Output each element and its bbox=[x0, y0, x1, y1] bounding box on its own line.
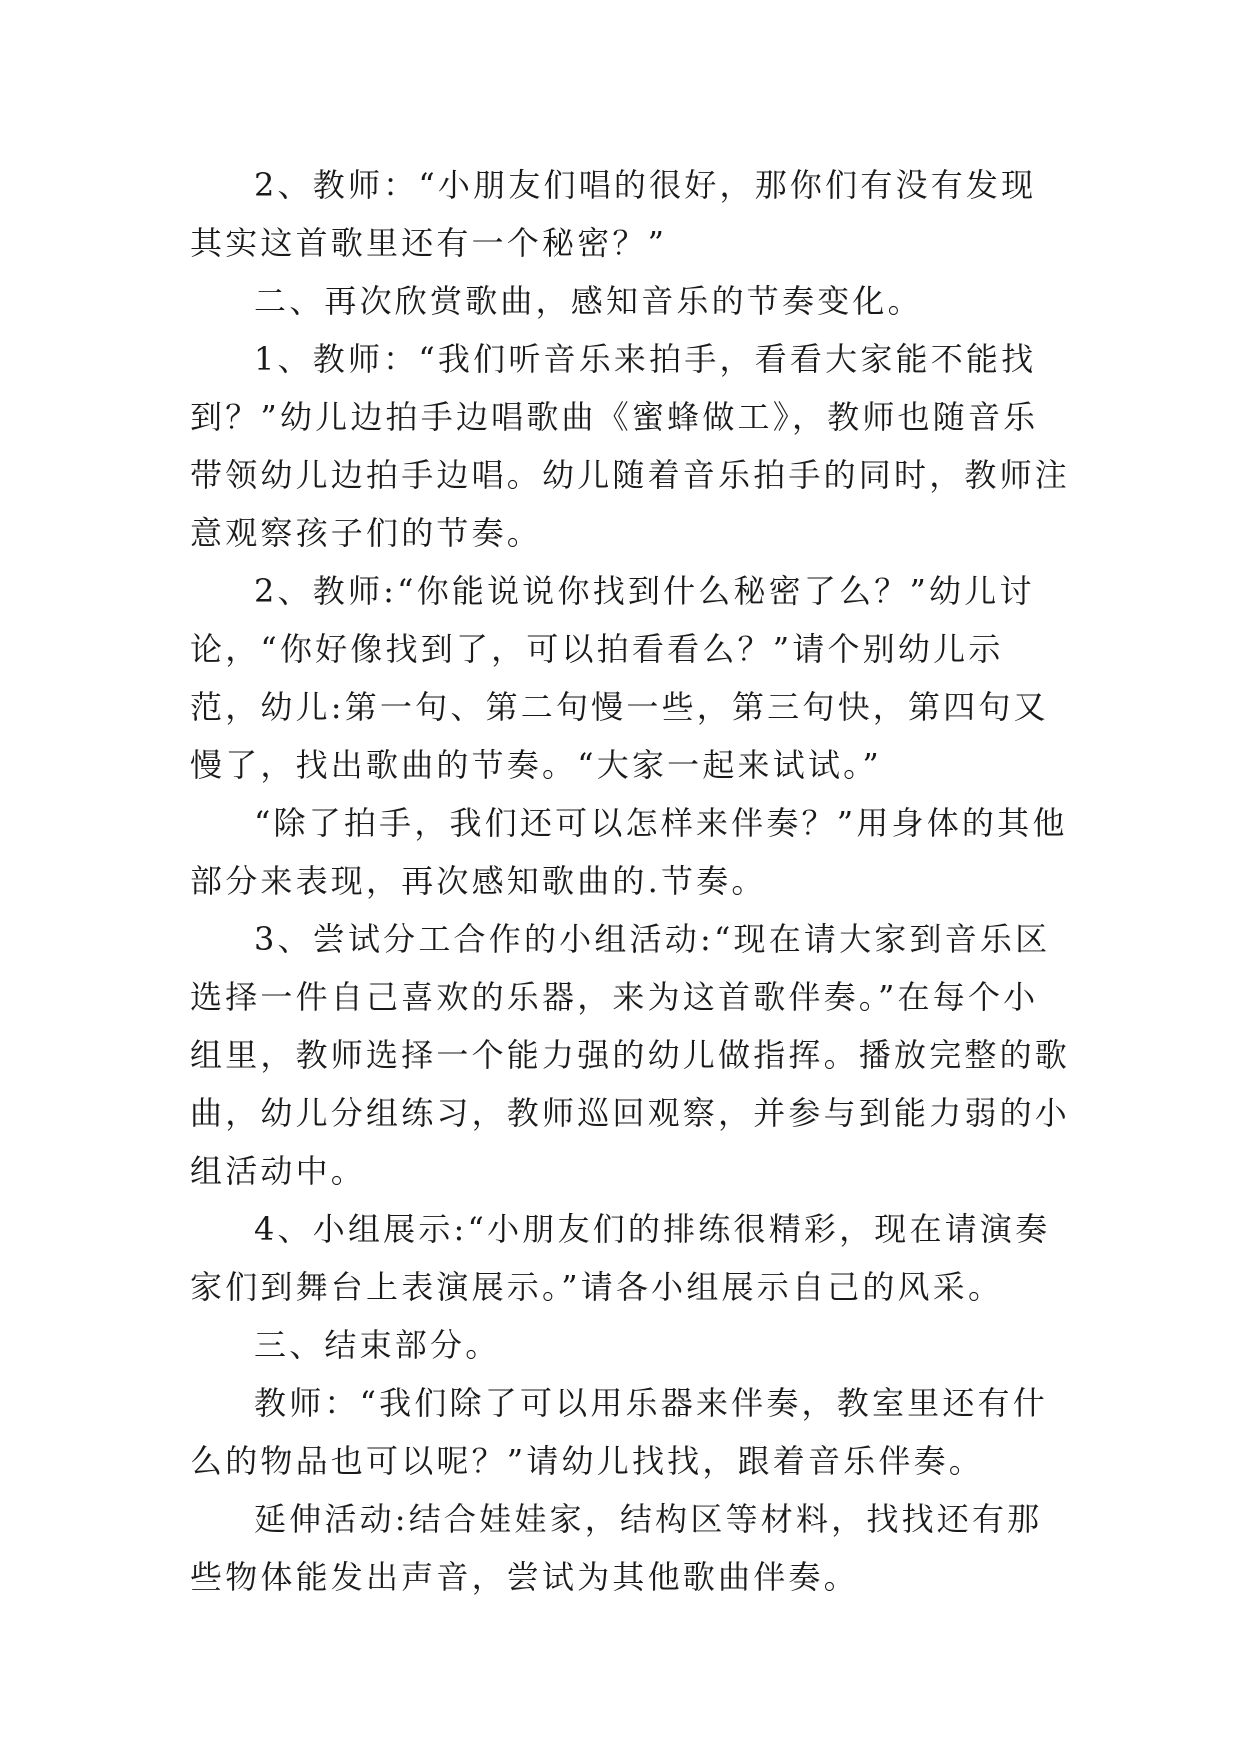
paragraph-group-show: 4、小组展示:“小朋友们的排练很精彩，现在请演奏家们到舞台上表演展示。”请各小组展示自己的风采。 bbox=[190, 1210, 1051, 1306]
paragraph-classroom-items: 教师：“我们除了可以用乐器来伴奏，教室里还有什么的物品也可以呢？”请幼儿找找，跟着音乐伴奏。 bbox=[190, 1384, 1048, 1480]
section-heading-ending: 三、结束部分。 bbox=[254, 1326, 501, 1364]
paragraph-clap-along: 1、教师：“我们听音乐来拍手，看看大家能不能找到？”幼儿边拍手边唱歌曲《蜜蜂做工》，教师也随音乐带领幼儿边拍手边唱。幼儿随着音乐拍手的同时，教师注意观察孩子们的节奏。 bbox=[190, 340, 1071, 552]
section-heading-appreciate-again: 二、再次欣赏歌曲，感知音乐的节奏变化。 bbox=[254, 282, 923, 320]
paragraph-group-activity: 3、尝试分工合作的小组活动:“现在请大家到音乐区选择一件自己喜欢的乐器，来为这首歌伴奏。”在每个小组里，教师选择一个能力强的幼儿做指挥。播放完整的歌曲，幼儿分组练习，教师巡回观察，并参与到能力弱的小组活动中。 bbox=[190, 920, 1071, 1190]
paragraph-body-accompany: “除了拍手，我们还可以怎样来伴奏？”用身体的其他部分来表现，再次感知歌曲的.节奏。 bbox=[190, 804, 1068, 900]
paragraph-find-secret: 2、教师:“你能说说你找到什么秘密了么？”幼儿讨论，“你好像找到了，可以拍看看么？”请个别幼儿示范，幼儿:第一句、第二句慢一些，第三句快，第四句又慢了，找出歌曲的节奏。“大家一起来试试。” bbox=[190, 572, 1049, 784]
paragraph-teacher-secret-question: 2、教师：“小朋友们唱的很好，那你们有没有发现其实这首歌里还有一个秘密？” bbox=[190, 166, 1037, 262]
paragraph-extension-activity: 延伸活动:结合娃娃家，结构区等材料，找找还有那些物体能发出声音，尝试为其他歌曲伴奏。 bbox=[190, 1500, 1043, 1596]
document-body bbox=[190, 156, 1070, 1606]
